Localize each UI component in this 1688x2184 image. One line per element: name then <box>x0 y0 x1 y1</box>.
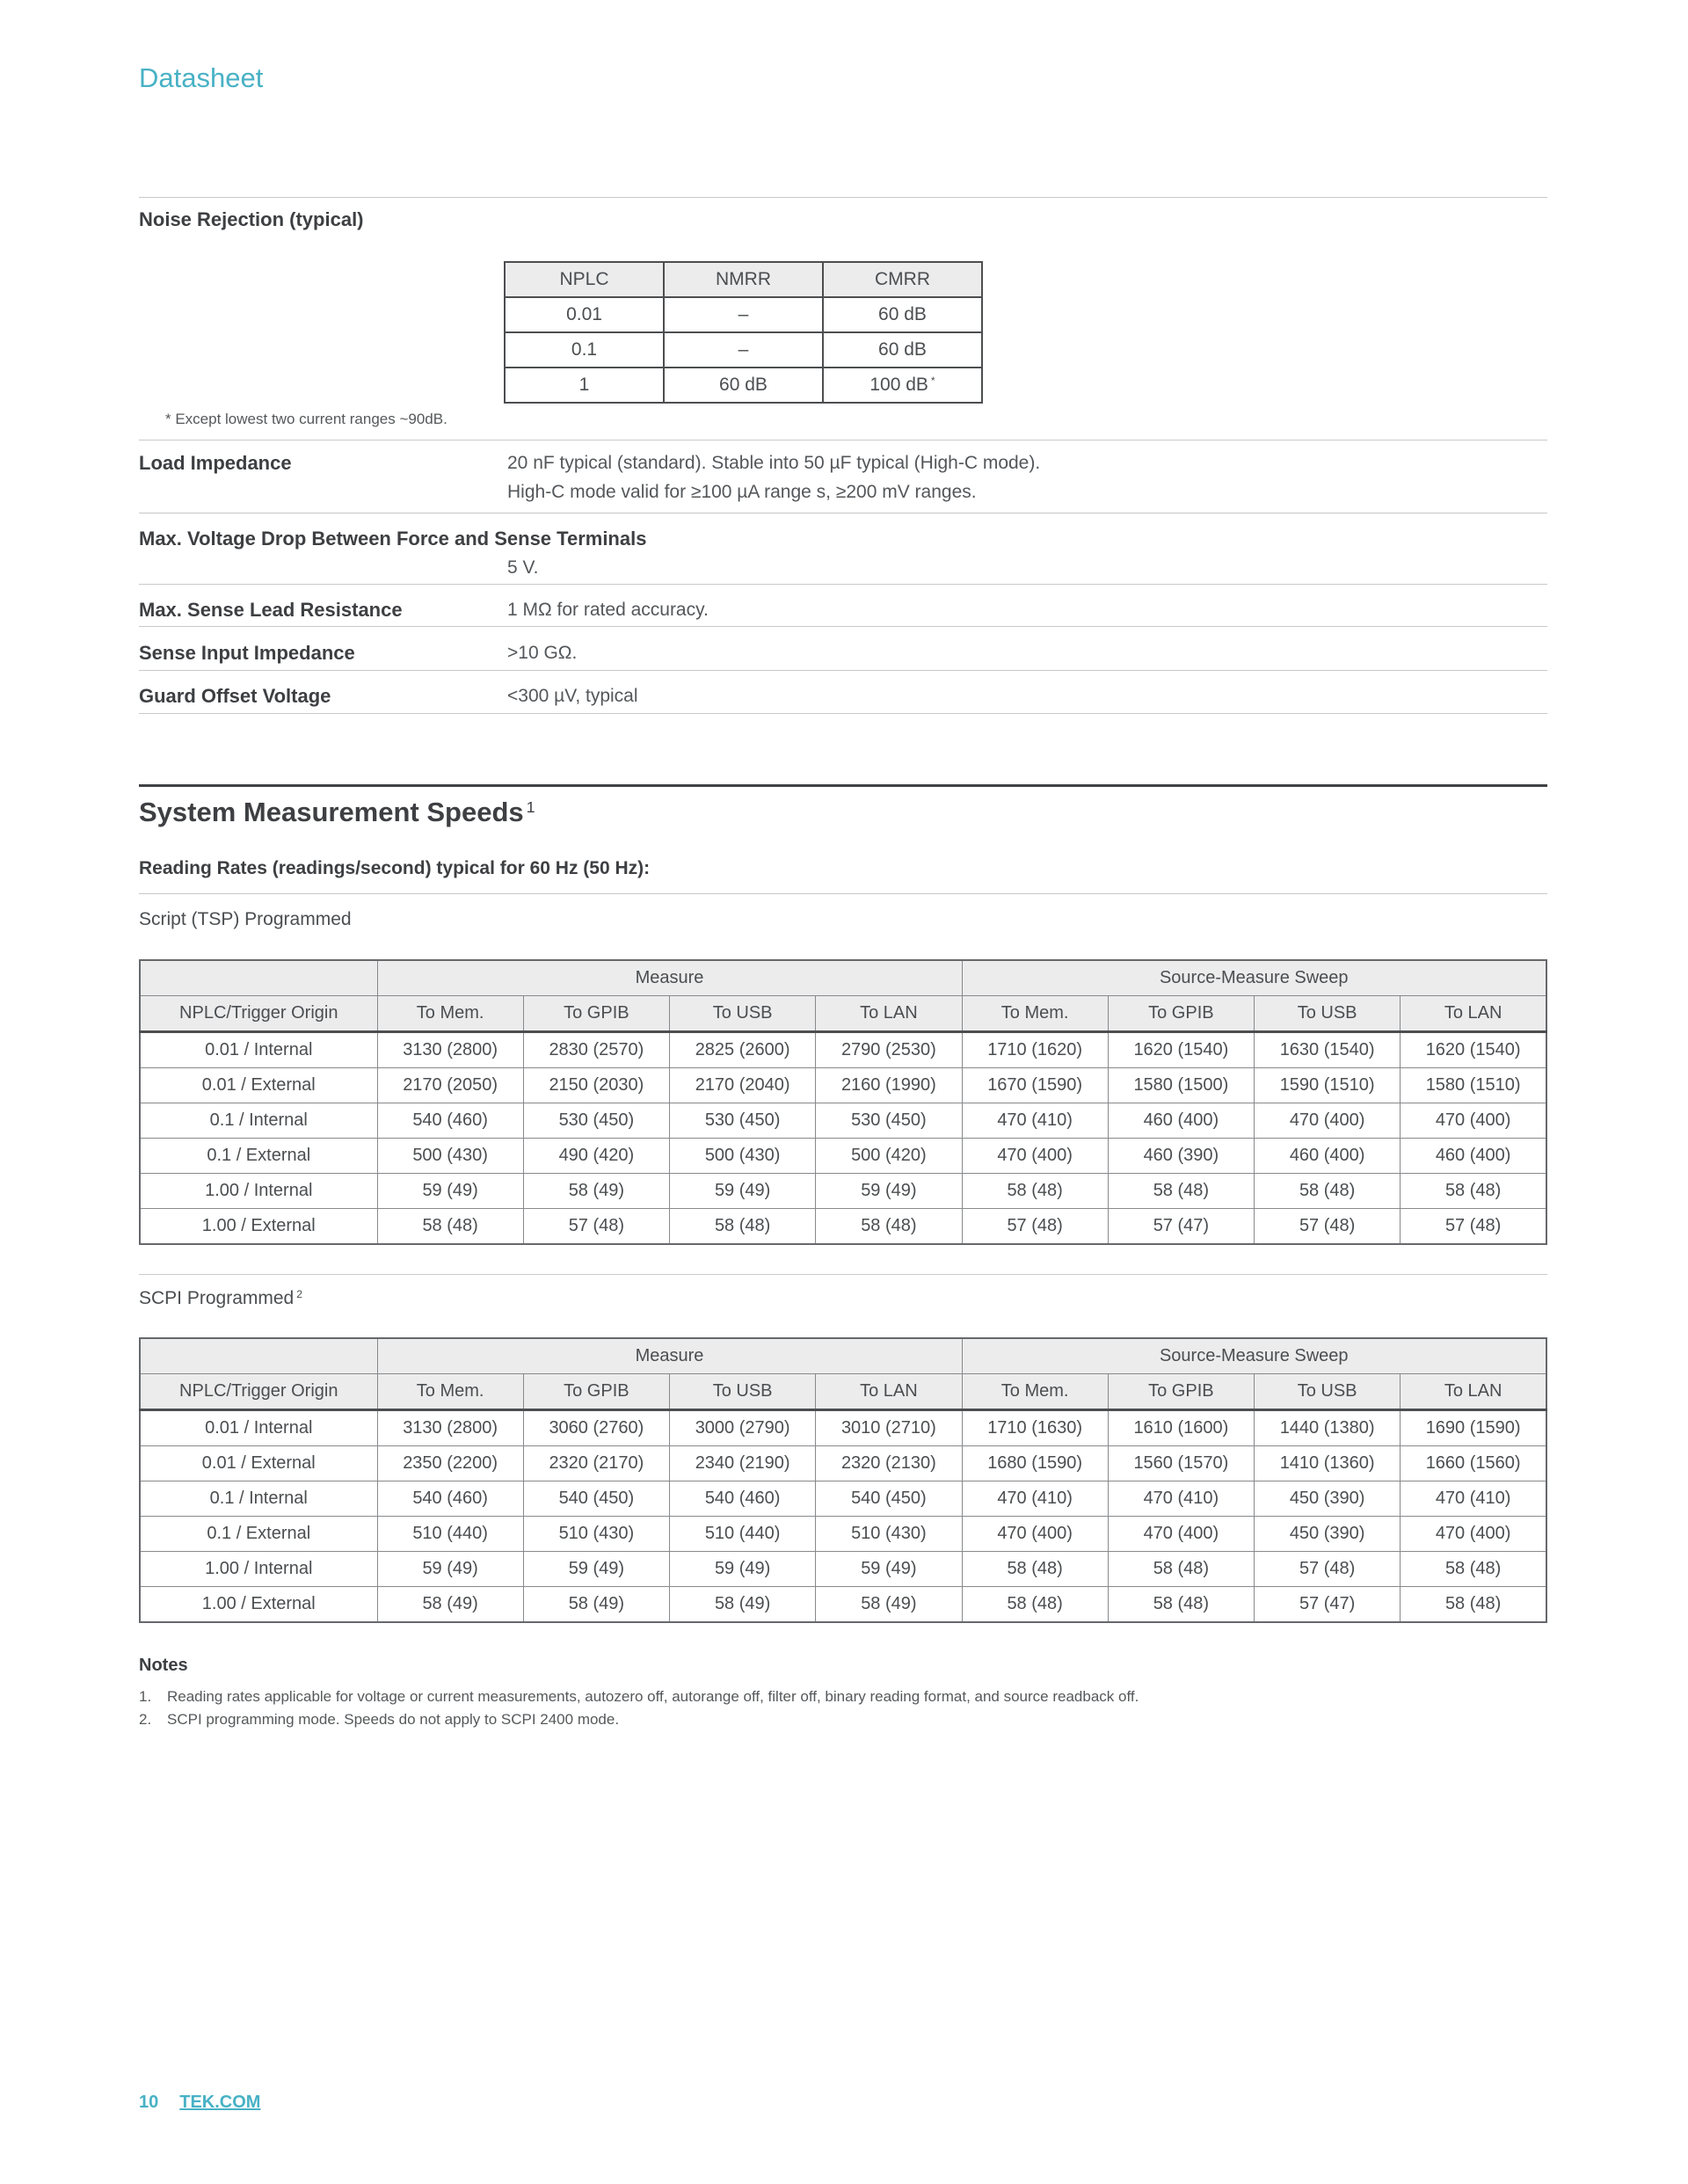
column-header-cell: To Mem. <box>962 996 1108 1032</box>
table-cell: 58 (48) <box>1401 1552 1546 1587</box>
table-cell: 530 (450) <box>670 1103 816 1139</box>
spec-value: >10 GΩ. <box>507 643 578 663</box>
system-speeds-title <box>139 797 535 832</box>
column-header-cell: To LAN <box>816 996 962 1032</box>
divider <box>139 626 1547 627</box>
table-cell: 58 (49) <box>670 1587 816 1623</box>
column-header-cell: NPLC/Trigger Origin <box>140 996 377 1032</box>
table-cell: 58 (48) <box>670 1209 816 1245</box>
footnote-marker: * <box>930 375 935 388</box>
group-header-row <box>140 1338 1546 1374</box>
table-cell: 540 (450) <box>816 1481 962 1517</box>
table-cell: 470 (400) <box>1401 1517 1546 1552</box>
table-cell: 57 (47) <box>1108 1209 1254 1245</box>
table-cell: 59 (49) <box>816 1174 962 1209</box>
table-cell: 58 (49) <box>523 1174 669 1209</box>
spec-value: High-C mode valid for ≥100 µA range s, ≥200 mV ranges. <box>507 482 977 502</box>
column-header-cell: NPLC/Trigger Origin <box>140 1374 377 1410</box>
table-cell: 2790 (2530) <box>816 1032 962 1068</box>
table-cell: 1680 (1590) <box>962 1446 1108 1481</box>
table-cell: 510 (440) <box>670 1517 816 1552</box>
table-cell: 59 (49) <box>816 1552 962 1587</box>
column-header-cell: To GPIB <box>523 996 669 1032</box>
note-number: 2. <box>139 1711 152 1728</box>
spec-label-load-impedance: Load Impedance <box>139 452 292 474</box>
table-row <box>140 1032 1546 1068</box>
table-cell: 470 (400) <box>962 1139 1108 1174</box>
table-cell <box>823 368 982 403</box>
table-cell: 1620 (1540) <box>1401 1032 1546 1068</box>
spec-value: 5 V. <box>507 557 539 578</box>
row-header-cell: 0.01 / External <box>140 1068 377 1103</box>
table-cell: 470 (400) <box>962 1517 1108 1552</box>
table-cell: 58 (48) <box>962 1174 1108 1209</box>
table-cell: 1 <box>505 368 664 403</box>
note-item <box>139 1687 1547 1706</box>
table-cell: 3010 (2710) <box>816 1410 962 1446</box>
table-row <box>505 368 982 403</box>
group-header-cell: Measure <box>377 1338 962 1374</box>
table-cell: 2320 (2130) <box>816 1446 962 1481</box>
table-row <box>140 1209 1546 1245</box>
table-cell: 450 (390) <box>1255 1517 1401 1552</box>
table-row <box>140 1103 1546 1139</box>
table-cell: 57 (48) <box>962 1209 1108 1245</box>
tsp-speed-table <box>139 959 1547 1245</box>
spec-value: <300 µV, typical <box>507 686 638 706</box>
table-cell: 470 (400) <box>1401 1103 1546 1139</box>
table-cell: 59 (49) <box>670 1552 816 1587</box>
column-header-cell: To GPIB <box>1108 996 1254 1032</box>
table-row <box>140 1552 1546 1587</box>
spec-label-guard-offset-voltage: Guard Offset Voltage <box>139 685 331 707</box>
table-cell: 58 (48) <box>1108 1587 1254 1623</box>
table-row <box>140 1068 1546 1103</box>
divider <box>139 197 1547 198</box>
table-cell: 490 (420) <box>523 1139 669 1174</box>
table-cell: 2170 (2050) <box>377 1068 523 1103</box>
table-cell: 58 (48) <box>1108 1552 1254 1587</box>
table-cell: 58 (48) <box>1401 1587 1546 1623</box>
row-header-cell: 0.01 / External <box>140 1446 377 1481</box>
spec-value: 1 MΩ for rated accuracy. <box>507 600 709 620</box>
note-number: 1. <box>139 1688 152 1705</box>
row-header-cell: 0.1 / Internal <box>140 1103 377 1139</box>
row-header-cell: 1.00 / Internal <box>140 1174 377 1209</box>
table-cell: 2825 (2600) <box>670 1032 816 1068</box>
table-row <box>140 1587 1546 1623</box>
table-cell: 470 (410) <box>1108 1481 1254 1517</box>
noise-rejection-title: Noise Rejection (typical) <box>139 208 364 230</box>
table-cell: 3060 (2760) <box>523 1410 669 1446</box>
table-cell: 2340 (2190) <box>670 1446 816 1481</box>
table-cell: 58 (48) <box>962 1552 1108 1587</box>
table-header-row <box>505 262 982 297</box>
table-cell: 59 (49) <box>377 1174 523 1209</box>
footnote-marker: 1 <box>526 798 535 817</box>
row-header-cell: 0.01 / Internal <box>140 1410 377 1446</box>
table-cell: 2150 (2030) <box>523 1068 669 1103</box>
notes-title: Notes <box>139 1656 188 1675</box>
divider <box>139 670 1547 671</box>
table-cell: 58 (49) <box>816 1587 962 1623</box>
group-header-cell: Measure <box>377 960 962 996</box>
page-footer <box>139 2093 260 2113</box>
table-cell: 470 (410) <box>962 1103 1108 1139</box>
note-text: SCPI programming mode. Speeds do not apply to SCPI 2400 mode. <box>167 1711 620 1728</box>
column-header-cell: To Mem. <box>377 1374 523 1410</box>
table-cell: 60 dB <box>823 332 982 368</box>
table-cell: 58 (48) <box>962 1587 1108 1623</box>
table-cell: 58 (49) <box>523 1587 669 1623</box>
column-header-cell: To USB <box>670 996 816 1032</box>
column-header-cell: To GPIB <box>523 1374 669 1410</box>
cell-text: 100 dB <box>869 375 928 395</box>
column-header-cell: To USB <box>1255 996 1401 1032</box>
column-header-cell: To GPIB <box>1108 1374 1254 1410</box>
table-row <box>140 1139 1546 1174</box>
spec-label-max-voltage-drop: Max. Voltage Drop Between Force and Sense Terminals <box>139 528 647 550</box>
table-cell: 58 (49) <box>377 1587 523 1623</box>
table-cell: 59 (49) <box>523 1552 669 1587</box>
table-cell: 530 (450) <box>816 1103 962 1139</box>
table-cell: 1690 (1590) <box>1401 1410 1546 1446</box>
table-cell: 58 (48) <box>1401 1174 1546 1209</box>
table-row <box>140 1174 1546 1209</box>
table-cell: 470 (400) <box>1108 1517 1254 1552</box>
column-header-cell: To LAN <box>816 1374 962 1410</box>
column-header-row <box>140 1374 1546 1410</box>
table-cell: 1660 (1560) <box>1401 1446 1546 1481</box>
column-header-cell: To LAN <box>1401 1374 1546 1410</box>
table-cell: 1610 (1600) <box>1108 1410 1254 1446</box>
table-cell: 1670 (1590) <box>962 1068 1108 1103</box>
column-header-cell: To Mem. <box>377 996 523 1032</box>
spec-value: 20 nF typical (standard). Stable into 50 µF typical (High-C mode). <box>507 453 1041 473</box>
table-cell: 3130 (2800) <box>377 1410 523 1446</box>
group-header-row <box>140 960 1546 996</box>
section-divider <box>139 784 1547 787</box>
row-header-cell: 1.00 / External <box>140 1209 377 1245</box>
divider <box>139 1274 1547 1275</box>
table-cell: 60 dB <box>664 368 823 403</box>
table-cell: 500 (430) <box>377 1139 523 1174</box>
corner-cell <box>140 960 377 996</box>
table-cell: 1560 (1570) <box>1108 1446 1254 1481</box>
scpi-speed-table <box>139 1337 1547 1623</box>
table-cell: 57 (48) <box>1401 1209 1546 1245</box>
column-header-cell: To USB <box>670 1374 816 1410</box>
tek-com-link[interactable]: TEK.COM <box>179 2093 261 2112</box>
table-cell: 0.1 <box>505 332 664 368</box>
table-cell: 58 (48) <box>1108 1174 1254 1209</box>
row-header-cell: 0.1 / External <box>140 1517 377 1552</box>
column-header-cell: To LAN <box>1401 996 1546 1032</box>
spec-label-sense-input-impedance: Sense Input Impedance <box>139 642 355 664</box>
table-row <box>140 1517 1546 1552</box>
title-text: System Measurement Speeds <box>139 797 524 827</box>
spec-label-max-sense-lead-resistance: Max. Sense Lead Resistance <box>139 599 403 621</box>
table-cell: 2170 (2040) <box>670 1068 816 1103</box>
table-cell: 60 dB <box>823 297 982 332</box>
column-header-cell: To Mem. <box>962 1374 1108 1410</box>
table-cell: 500 (420) <box>816 1139 962 1174</box>
table-cell: 1580 (1500) <box>1108 1068 1254 1103</box>
table-cell: 1440 (1380) <box>1255 1410 1401 1446</box>
table-cell: 1580 (1510) <box>1401 1068 1546 1103</box>
scpi-table-caption <box>139 1287 302 1312</box>
table-cell: 510 (430) <box>816 1517 962 1552</box>
column-header-row <box>140 996 1546 1032</box>
table-cell: 540 (460) <box>670 1481 816 1517</box>
table-cell: 57 (48) <box>1255 1209 1401 1245</box>
table-cell: 58 (48) <box>816 1209 962 1245</box>
table-cell: 540 (460) <box>377 1481 523 1517</box>
table-cell: 540 (460) <box>377 1103 523 1139</box>
table-row <box>505 332 982 368</box>
table-cell: 470 (410) <box>1401 1481 1546 1517</box>
table-cell: 450 (390) <box>1255 1481 1401 1517</box>
table-cell: 0.01 <box>505 297 664 332</box>
table-row <box>140 1446 1546 1481</box>
noise-rejection-table <box>504 261 983 404</box>
table-cell: 57 (47) <box>1255 1587 1401 1623</box>
table-cell: 2350 (2200) <box>377 1446 523 1481</box>
reading-rates-subtitle: Reading Rates (readings/second) typical for 60 Hz (50 Hz): <box>139 858 651 878</box>
table-cell: 59 (49) <box>377 1552 523 1587</box>
page-number: 10 <box>139 2093 159 2112</box>
row-header-cell: 0.1 / External <box>140 1139 377 1174</box>
note-item <box>139 1710 1547 1729</box>
table-cell: 460 (400) <box>1255 1139 1401 1174</box>
table-cell: 1710 (1620) <box>962 1032 1108 1068</box>
row-header-cell: 1.00 / Internal <box>140 1552 377 1587</box>
table-cell: 460 (400) <box>1401 1139 1546 1174</box>
tsp-table-caption: Script (TSP) Programmed <box>139 909 352 929</box>
table-cell: 3000 (2790) <box>670 1410 816 1446</box>
table-cell: 2830 (2570) <box>523 1032 669 1068</box>
table-cell: 1630 (1540) <box>1255 1032 1401 1068</box>
table-cell: 470 (410) <box>962 1481 1108 1517</box>
divider <box>139 893 1547 894</box>
table-cell: 59 (49) <box>670 1174 816 1209</box>
table-cell: 1620 (1540) <box>1108 1032 1254 1068</box>
group-header-cell: Source-Measure Sweep <box>962 1338 1546 1374</box>
table-cell: 1710 (1630) <box>962 1410 1108 1446</box>
column-header-cell: NMRR <box>664 262 823 297</box>
table-cell: 500 (430) <box>670 1139 816 1174</box>
column-header-cell: CMRR <box>823 262 982 297</box>
footnote-marker: 2 <box>296 1288 303 1301</box>
table-cell: 58 (48) <box>377 1209 523 1245</box>
table-row <box>140 1410 1546 1446</box>
row-header-cell: 1.00 / External <box>140 1587 377 1623</box>
table-footnote: * Except lowest two current ranges ~90dB. <box>165 411 447 427</box>
note-text: Reading rates applicable for voltage or current measurements, autozero off, autorange off, filter off, binary reading format, and source readback off. <box>167 1688 1139 1705</box>
corner-cell <box>140 1338 377 1374</box>
table-cell: 57 (48) <box>1255 1552 1401 1587</box>
table-cell: – <box>664 332 823 368</box>
page-header-brand: Datasheet <box>139 62 264 93</box>
caption-text: SCPI Programmed <box>139 1288 295 1308</box>
table-cell: 57 (48) <box>523 1209 669 1245</box>
table-cell: 540 (450) <box>523 1481 669 1517</box>
table-cell: – <box>664 297 823 332</box>
table-row <box>140 1481 1546 1517</box>
column-header-cell: To USB <box>1255 1374 1401 1410</box>
group-header-cell: Source-Measure Sweep <box>962 960 1546 996</box>
table-cell: 2320 (2170) <box>523 1446 669 1481</box>
divider <box>139 713 1547 714</box>
table-cell: 3130 (2800) <box>377 1032 523 1068</box>
table-cell: 1590 (1510) <box>1255 1068 1401 1103</box>
table-cell: 460 (400) <box>1108 1103 1254 1139</box>
table-cell: 58 (48) <box>1255 1174 1401 1209</box>
table-cell: 530 (450) <box>523 1103 669 1139</box>
table-cell: 470 (400) <box>1255 1103 1401 1139</box>
table-row <box>505 297 982 332</box>
divider <box>139 584 1547 585</box>
column-header-cell: NPLC <box>505 262 664 297</box>
row-header-cell: 0.01 / Internal <box>140 1032 377 1068</box>
table-cell: 460 (390) <box>1108 1139 1254 1174</box>
table-cell: 1410 (1360) <box>1255 1446 1401 1481</box>
table-cell: 510 (430) <box>523 1517 669 1552</box>
row-header-cell: 0.1 / Internal <box>140 1481 377 1517</box>
table-cell: 2160 (1990) <box>816 1068 962 1103</box>
table-cell: 510 (440) <box>377 1517 523 1552</box>
